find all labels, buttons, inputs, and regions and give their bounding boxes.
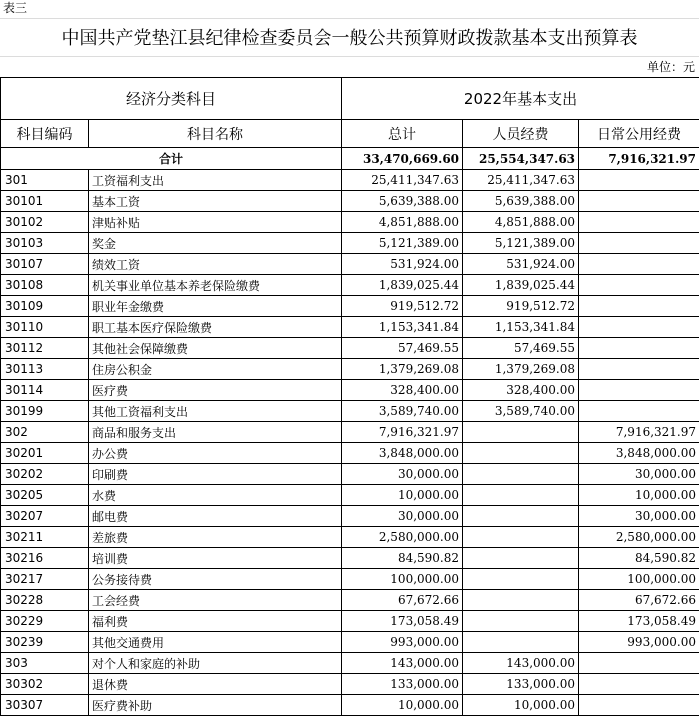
- table-row: [1, 170, 699, 191]
- header-subject-name: 科目名称: [89, 120, 342, 148]
- row-name: 公务接待费: [89, 569, 342, 590]
- row-total: 3,848,000.00: [342, 443, 463, 464]
- total-row: [1, 148, 699, 170]
- row-personnel: [463, 443, 579, 464]
- row-name: 邮电费: [89, 506, 342, 527]
- table-row: [1, 653, 699, 674]
- table-row: [1, 380, 699, 401]
- row-public: [579, 254, 699, 275]
- table-row: [1, 338, 699, 359]
- row-public: [579, 359, 699, 380]
- row-name: 工资福利支出: [89, 170, 342, 191]
- header-subject-code: 科目编码: [1, 120, 89, 148]
- row-public: 84,590.82: [579, 548, 699, 569]
- row-total: 100,000.00: [342, 569, 463, 590]
- row-name: 其他社会保障缴费: [89, 338, 342, 359]
- row-personnel: 133,000.00: [463, 674, 579, 695]
- row-public: 2,580,000.00: [579, 527, 699, 548]
- unit-label: 单位：元: [646, 60, 695, 74]
- row-code: 30103: [1, 233, 89, 254]
- row-personnel: [463, 590, 579, 611]
- row-name: 培训费: [89, 548, 342, 569]
- row-code: 30109: [1, 296, 89, 317]
- row-total: 30,000.00: [342, 464, 463, 485]
- row-personnel: [463, 632, 579, 653]
- table-row: [1, 506, 699, 527]
- row-personnel: 5,639,388.00: [463, 191, 579, 212]
- row-name: 职业年金缴费: [89, 296, 342, 317]
- row-name: 医疗费: [89, 380, 342, 401]
- table-row: [1, 464, 699, 485]
- row-public: 30,000.00: [579, 506, 699, 527]
- row-code: 30114: [1, 380, 89, 401]
- row-code: 30216: [1, 548, 89, 569]
- row-total: 67,672.66: [342, 590, 463, 611]
- sheet-gridline: [0, 18, 699, 19]
- row-public: [579, 191, 699, 212]
- table-row: [1, 296, 699, 317]
- row-code: 30101: [1, 191, 89, 212]
- row-code: 30107: [1, 254, 89, 275]
- table-row: [1, 422, 699, 443]
- row-code: 30207: [1, 506, 89, 527]
- row-total: 57,469.55: [342, 338, 463, 359]
- table-row: [1, 212, 699, 233]
- row-name: 医疗费补助: [89, 695, 342, 716]
- row-total: 7,916,321.97: [342, 422, 463, 443]
- row-name: 基本工资: [89, 191, 342, 212]
- row-code: 30202: [1, 464, 89, 485]
- row-total: 25,411,347.63: [342, 170, 463, 191]
- total-public: 7,916,321.97: [579, 148, 699, 170]
- row-code: 30228: [1, 590, 89, 611]
- row-code: 30302: [1, 674, 89, 695]
- table-row: [1, 632, 699, 653]
- row-total: 1,153,341.84: [342, 317, 463, 338]
- table-row: [1, 548, 699, 569]
- table-row: [1, 443, 699, 464]
- row-name: 工会经费: [89, 590, 342, 611]
- total-sum: 33,470,669.60: [342, 148, 463, 170]
- row-public: [579, 653, 699, 674]
- sheet-gridline: [0, 56, 699, 57]
- row-code: 30229: [1, 611, 89, 632]
- header-row-columns: [1, 120, 699, 148]
- row-personnel: 1,839,025.44: [463, 275, 579, 296]
- row-personnel: [463, 506, 579, 527]
- row-name: 住房公积金: [89, 359, 342, 380]
- row-code: 30102: [1, 212, 89, 233]
- row-total: 3,589,740.00: [342, 401, 463, 422]
- row-total: 993,000.00: [342, 632, 463, 653]
- row-personnel: 57,469.55: [463, 338, 579, 359]
- row-total: 10,000.00: [342, 485, 463, 506]
- row-code: 303: [1, 653, 89, 674]
- row-personnel: 10,000.00: [463, 695, 579, 716]
- row-code: 301: [1, 170, 89, 191]
- row-public: [579, 212, 699, 233]
- row-code: 302: [1, 422, 89, 443]
- row-name: 退休费: [89, 674, 342, 695]
- row-name: 商品和服务支出: [89, 422, 342, 443]
- row-personnel: 919,512.72: [463, 296, 579, 317]
- row-public: 993,000.00: [579, 632, 699, 653]
- row-code: 30199: [1, 401, 89, 422]
- header-basic-expenditure-2022: 2022年基本支出: [342, 78, 699, 120]
- row-personnel: [463, 464, 579, 485]
- row-code: 30307: [1, 695, 89, 716]
- row-name: 水费: [89, 485, 342, 506]
- row-public: [579, 317, 699, 338]
- row-code: 30112: [1, 338, 89, 359]
- row-total: 133,000.00: [342, 674, 463, 695]
- row-personnel: 4,851,888.00: [463, 212, 579, 233]
- row-name: 印刷费: [89, 464, 342, 485]
- header-personnel-expense: 人员经费: [463, 120, 579, 148]
- row-public: [579, 170, 699, 191]
- row-personnel: 3,589,740.00: [463, 401, 579, 422]
- budget-table: [0, 77, 699, 716]
- row-code: 30217: [1, 569, 89, 590]
- row-total: 2,580,000.00: [342, 527, 463, 548]
- row-code: 30239: [1, 632, 89, 653]
- row-personnel: [463, 527, 579, 548]
- row-public: [579, 380, 699, 401]
- row-name: 津贴补贴: [89, 212, 342, 233]
- sheet-tag: 表三: [3, 1, 28, 15]
- row-personnel: [463, 422, 579, 443]
- budget-table-body: [1, 78, 699, 716]
- row-public: 10,000.00: [579, 485, 699, 506]
- row-total: 173,058.49: [342, 611, 463, 632]
- row-name: 职工基本医疗保险缴费: [89, 317, 342, 338]
- row-code: 30113: [1, 359, 89, 380]
- table-row: [1, 569, 699, 590]
- row-total: 84,590.82: [342, 548, 463, 569]
- row-public: [579, 233, 699, 254]
- total-label: 合计: [1, 148, 342, 170]
- row-public: 173,058.49: [579, 611, 699, 632]
- row-name: 其他工资福利支出: [89, 401, 342, 422]
- row-code: 30108: [1, 275, 89, 296]
- row-public: 3,848,000.00: [579, 443, 699, 464]
- row-total: 531,924.00: [342, 254, 463, 275]
- table-row: [1, 359, 699, 380]
- row-public: 67,672.66: [579, 590, 699, 611]
- row-code: 30110: [1, 317, 89, 338]
- row-total: 328,400.00: [342, 380, 463, 401]
- row-total: 143,000.00: [342, 653, 463, 674]
- header-public-expense: 日常公用经费: [579, 120, 699, 148]
- table-row: [1, 275, 699, 296]
- table-row: [1, 485, 699, 506]
- row-personnel: 1,153,341.84: [463, 317, 579, 338]
- row-name: 办公费: [89, 443, 342, 464]
- header-total: 总计: [342, 120, 463, 148]
- row-public: [579, 338, 699, 359]
- row-name: 绩效工资: [89, 254, 342, 275]
- row-public: [579, 275, 699, 296]
- header-economic-classification: 经济分类科目: [1, 78, 342, 120]
- row-personnel: 25,411,347.63: [463, 170, 579, 191]
- table-row: [1, 590, 699, 611]
- row-name: 对个人和家庭的补助: [89, 653, 342, 674]
- row-public: [579, 674, 699, 695]
- row-public: [579, 296, 699, 317]
- table-row: [1, 317, 699, 338]
- row-personnel: [463, 569, 579, 590]
- table-row: [1, 611, 699, 632]
- row-public: 7,916,321.97: [579, 422, 699, 443]
- row-total: 919,512.72: [342, 296, 463, 317]
- table-row: [1, 695, 699, 716]
- total-personnel: 25,554,347.63: [463, 148, 579, 170]
- row-code: 30211: [1, 527, 89, 548]
- row-public: 100,000.00: [579, 569, 699, 590]
- table-row: [1, 254, 699, 275]
- row-personnel: 143,000.00: [463, 653, 579, 674]
- row-public: [579, 401, 699, 422]
- table-row: [1, 233, 699, 254]
- row-name: 福利费: [89, 611, 342, 632]
- row-personnel: [463, 485, 579, 506]
- row-code: 30201: [1, 443, 89, 464]
- row-name: 其他交通费用: [89, 632, 342, 653]
- row-total: 1,839,025.44: [342, 275, 463, 296]
- row-name: 差旅费: [89, 527, 342, 548]
- table-row: [1, 401, 699, 422]
- row-name: 奖金: [89, 233, 342, 254]
- row-personnel: 328,400.00: [463, 380, 579, 401]
- row-personnel: [463, 548, 579, 569]
- row-total: 10,000.00: [342, 695, 463, 716]
- row-total: 5,121,389.00: [342, 233, 463, 254]
- header-row-group: [1, 78, 699, 120]
- row-total: 5,639,388.00: [342, 191, 463, 212]
- row-name: 机关事业单位基本养老保险缴费: [89, 275, 342, 296]
- row-personnel: 5,121,389.00: [463, 233, 579, 254]
- row-total: 4,851,888.00: [342, 212, 463, 233]
- row-total: 1,379,269.08: [342, 359, 463, 380]
- row-public: 30,000.00: [579, 464, 699, 485]
- table-row: [1, 674, 699, 695]
- row-personnel: [463, 611, 579, 632]
- row-personnel: 1,379,269.08: [463, 359, 579, 380]
- table-row: [1, 191, 699, 212]
- table-row: [1, 527, 699, 548]
- row-public: [579, 695, 699, 716]
- row-total: 30,000.00: [342, 506, 463, 527]
- row-personnel: 531,924.00: [463, 254, 579, 275]
- row-code: 30205: [1, 485, 89, 506]
- page-title: 中国共产党垫江县纪律检查委员会一般公共预算财政拨款基本支出预算表: [61, 28, 638, 49]
